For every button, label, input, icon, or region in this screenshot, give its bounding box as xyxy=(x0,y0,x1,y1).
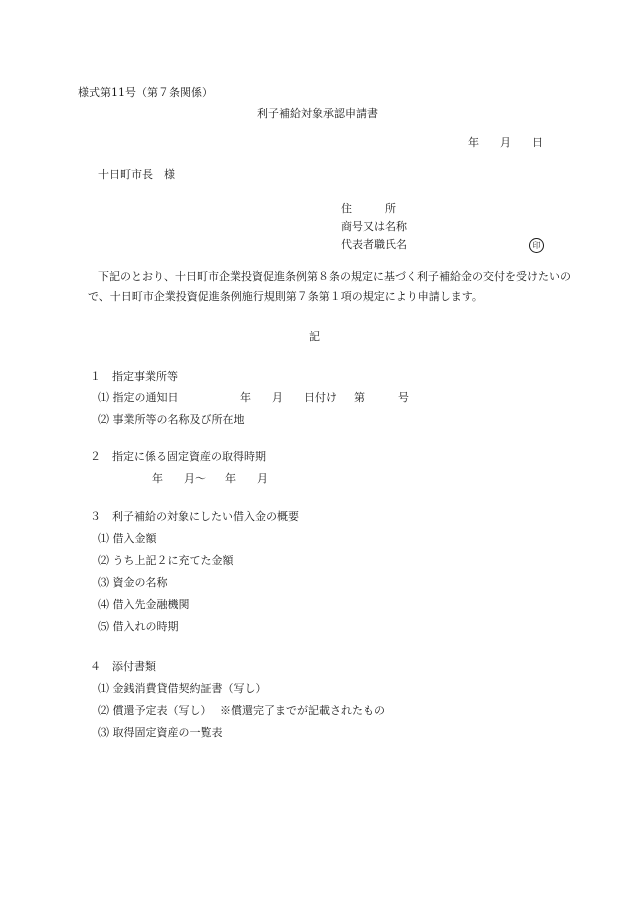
section1-item1-label: ⑴ 指定の通知日 xyxy=(98,391,179,404)
section3-item: ⑵ うち上記２に充てた金額 xyxy=(98,554,234,567)
section3-heading: ３ 利子補給の対象にしたい借入金の概要 xyxy=(90,510,299,523)
body-text-line2: で、十日町市企業投資促進条例施行規則第７条第１項の規定により申請します。 xyxy=(88,290,483,303)
section1-item1-year: 年 xyxy=(240,391,251,404)
date-day: 日 xyxy=(532,136,543,149)
body-text-line1: 下記のとおり、十日町市企業投資促進条例第８条の規定に基づく利子補給金の交付を受けたいの xyxy=(98,270,571,283)
section1-heading: １ 指定事業所等 xyxy=(90,370,178,383)
section1-item2: ⑵ 事業所等の名称及び所在地 xyxy=(98,413,245,426)
section4-heading: ４ 添付書類 xyxy=(90,660,156,673)
form-label: 様式第11号（第７条関係） xyxy=(78,86,213,99)
section1-item1-day: 日付け xyxy=(304,391,337,404)
section1-item1-no: 第 xyxy=(354,391,365,404)
section3-item: ⑴ 借入金額 xyxy=(98,532,157,545)
applicant-name-label: 商号又は名称 xyxy=(341,220,407,233)
section4-item: ⑶ 取得固定資産の一覧表 xyxy=(98,726,223,739)
document-title: 利子補給対象承認申請書 xyxy=(257,107,378,120)
section1-item1-go: 号 xyxy=(398,391,409,404)
section2-heading: ２ 指定に係る固定資産の取得時期 xyxy=(90,450,266,463)
section2-period-year1: 年 xyxy=(152,472,163,485)
date-year: 年 xyxy=(468,136,479,149)
section3-item: ⑶ 資金の名称 xyxy=(98,576,168,589)
applicant-rep-label: 代表者職氏名 xyxy=(341,238,407,251)
applicant-address-label: 住 所 xyxy=(341,202,396,215)
date-month: 月 xyxy=(500,136,511,149)
ki-heading: 記 xyxy=(309,330,320,343)
section4-item: ⑵ 償還予定表（写し） xyxy=(98,704,212,717)
section1-item1-month: 月 xyxy=(272,391,283,404)
section4-item: ⑴ 金銭消費貸借契約証書（写し） xyxy=(98,682,267,695)
section3-item: ⑷ 借入先金融機関 xyxy=(98,598,190,611)
section2-period-month1: 月〜 xyxy=(184,472,206,485)
section2-period-year2: 年 xyxy=(225,472,236,485)
seal-mark: 印 xyxy=(529,238,544,253)
section3-item: ⑸ 借入れの時期 xyxy=(98,620,179,633)
section2-period-month2: 月 xyxy=(257,472,268,485)
section4-item2-note: ※償還完了までが記載されたもの xyxy=(220,704,385,717)
addressee: 十日町市長 様 xyxy=(98,168,175,181)
